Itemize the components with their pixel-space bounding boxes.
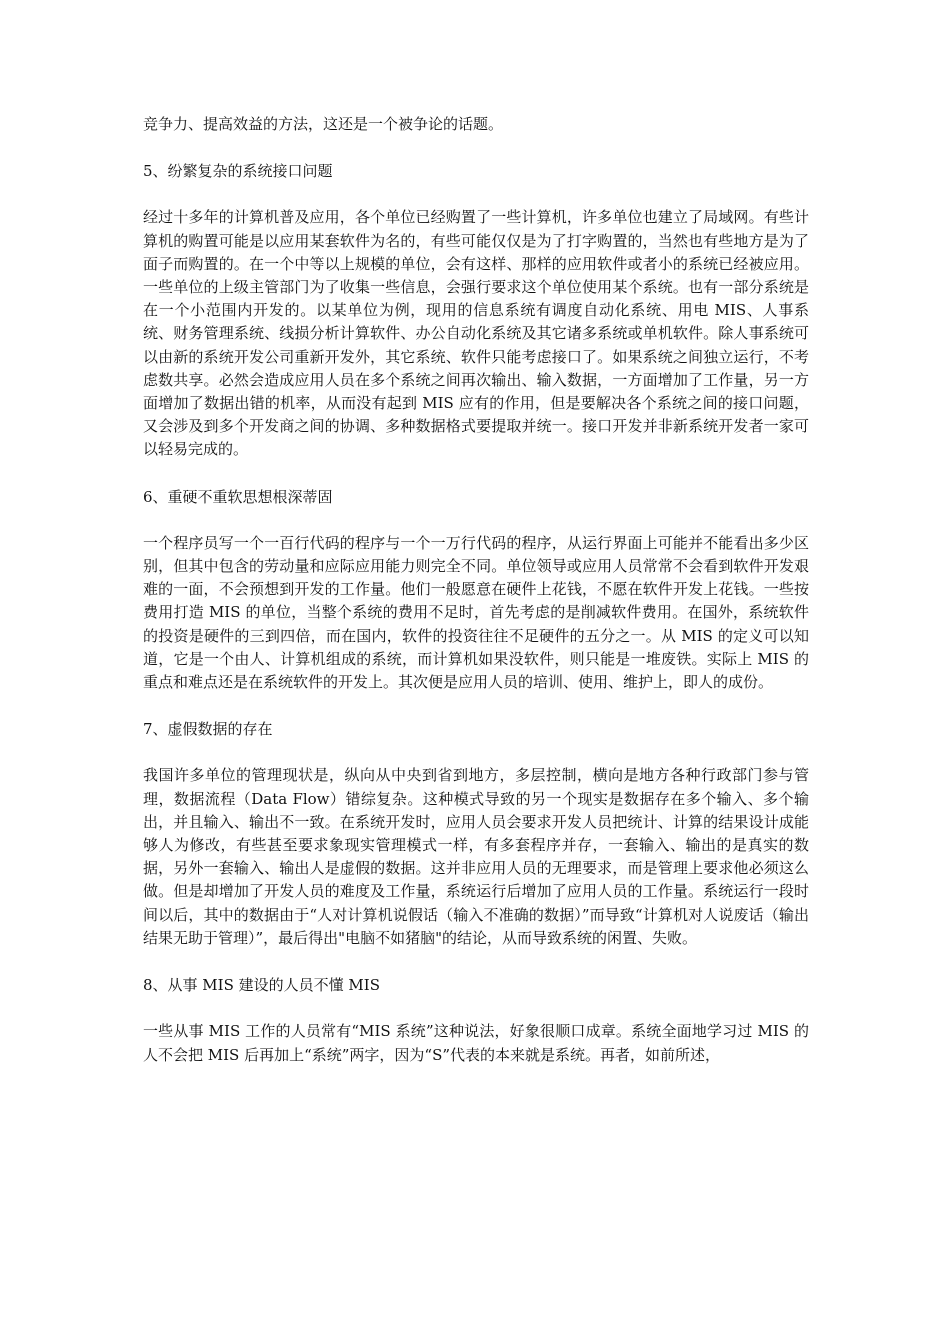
section-heading-5: 5、纷繁复杂的系统接口问题 <box>143 162 333 181</box>
paragraph-spacer <box>143 136 809 160</box>
paragraph-section-5: 经过十多年的计算机普及应用，各个单位已经购置了一些计算机，许多单位也建立了局域网。有些计算机的购置可能是以应用某套软件为名的，有些可能仅仅是为了打字购置的，当然也有些地方是为了面子而购置的。在一个中等以上规模的单位，会有这样、那样的应用软件或者小的系统已经被应用。一些单位的上级主管部门为了收集一些信息，会强行要求这个单位使用某个系统。也有一部分系统是在一个小范围内开发的。以某单位为例，现用的信息系统有调度自动化系统、用电 MIS、人事系统、财务管理系统、线损分析计算软件、办公自动化系统及其它诸多系统或单机软件。除人事系统可以由新的系统开发公司重新开发外，其它系统、软件只能考虑接口了。如果系统之间独立运行，不考虑数共享。必然会造成应用人员在多个系统之间再次输出、输入数据，一方面增加了工作量，另一方面增加了数据出错的机率，从而没有起到 MIS 应有的作用，但是要解决各个系统之间的接口问题，又会涉及到多个开发商之间的协调、多种数据格式要提取并统一。接口开发并非新系统开发者一家可以轻易完成的。 <box>143 208 809 459</box>
paragraph-spacer <box>143 509 809 532</box>
section-heading-6: 6、重硬不重软思想根深蒂固 <box>143 487 333 506</box>
paragraph-spacer <box>143 694 809 718</box>
paragraph-spacer <box>143 997 809 1020</box>
paragraph-intro-continuation: 竞争力、提高效益的方法，这还是一个被争论的话题。 <box>143 115 504 133</box>
paragraph-section-6: 一个程序员写一个一百行代码的程序与一个一万行代码的程序，从运行界面上可能并不能看出多少区别，但其中包含的劳动量和应际应用能力则完全不同。单位领导或应用人员常常不会看到软件开发艰难的一面，不会预想到开发的工作量。他们一般愿意在硬件上花钱，不愿在软件开发上花钱。一些按费用打造 MIS 的单位，当整个系统的费用不足时，首先考虑的是削减软件费用。在国外，系统软件的投资是硬件的三到四倍，而在国内，软件的投资往往不足硬件的五分之一。从 MIS 的定义可以知道，它是一个由人、计算机组成的系统，而计算机如果没软件，则只能是一堆废铁。实际上 MIS 的重点和难点还是在系统软件的开发上。其次便是应用人员的培训、使用、维护上，即人的成份。 <box>143 533 809 692</box>
document-page <box>143 113 809 1067</box>
section-heading-7: 7、虚假数据的存在 <box>143 720 273 739</box>
paragraph-spacer <box>143 950 809 974</box>
section-heading-8: 8、从事 MIS 建设的人员不懂 MIS <box>143 976 380 995</box>
paragraph-spacer <box>143 462 809 486</box>
paragraph-section-7: 我国许多单位的管理现状是，纵向从中央到省到地方，多层控制，横向是地方各种行政部门参与管理，数据流程（Data Flow）错综复杂。这种模式导致的另一个现实是数据存在多个输入、多个输出，并且输入、输出不一致。在系统开发时，应用人员会要求开发人员把统计、计算的结果设计成能够人为修改，有些甚至要求象现实管理模式一样，有多套程序并存，一套输入、输出的是真实的数据，另外一套输入、输出人是虚假的数据。这并非应用人员的无理要求，而是管理上要求他必须这么做。但是却增加了开发人员的难度及工作量，系统运行后增加了应用人员的工作量。系统运行一段时间以后，其中的数据由于“人对计算机说假话（输入不准确的数据）”而导致“计算机对人说废话（输出结果无助于管理）”，最后得出"电脑不如猪脑"的结论，从而导致系统的闲置、失败。 <box>143 766 809 947</box>
paragraph-spacer <box>143 183 809 206</box>
paragraph-section-8: 一些从事 MIS 工作的人员常有“MIS 系统”这种说法，好象很顺口成章。系统全面地学习过 MIS 的人不会把 MIS 后再加上“系统”两字，因为“S”代表的本来就是系统。再者，如前所述， <box>143 1022 809 1064</box>
paragraph-spacer <box>143 741 809 764</box>
